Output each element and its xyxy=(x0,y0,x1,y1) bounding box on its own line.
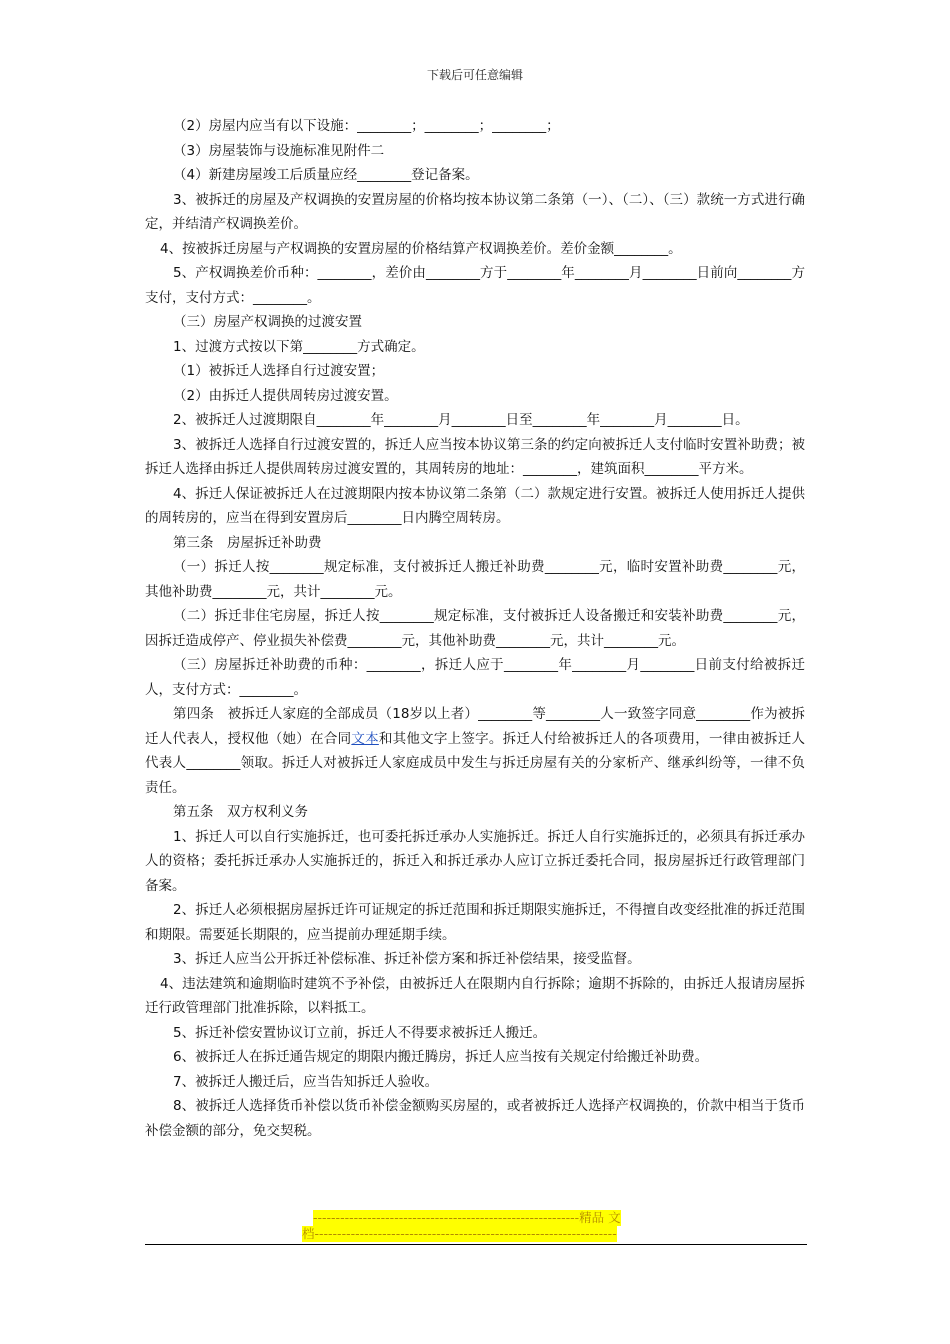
paragraph-quality-registration: （4）新建房屋竣工后质量应经________登记备案。 xyxy=(173,167,479,183)
footer-rule xyxy=(145,1244,807,1245)
article-four-text-before: 第四条 被拆迁人家庭的全部成员（18岁以上者）________等________人一致签字同意________作为被拆迁人代表人，授权他（她）在合同 xyxy=(145,706,805,747)
article-four-paragraph xyxy=(145,702,805,800)
contract-text-link[interactable]: 文本 xyxy=(351,730,379,747)
article-five-title: 第五条 双方权利义务 xyxy=(173,804,308,820)
paragraph-transition-period: 2、被拆迁人过渡期限自________年________月________日至________年________月________日。 xyxy=(173,412,749,428)
paragraph-settlement-guarantee: 4、拆迁人保证被拆迁人在过渡期限内按本协议第二条第（二）款规定进行安置。被拆迁人使用拆迁人提供的周转房的，应当在得到安置房后________日内腾空周转房。 xyxy=(145,485,805,526)
paragraph-relocation-subsidy: （一）拆迁人按________规定标准，支付被拆迁人搬迁补助费________元，临时安置补助费________元，其他补助费________元，共计________元。 xyxy=(145,559,805,600)
paragraph-transition-method: 1、过渡方式按以下第________方式确定。 xyxy=(173,338,425,355)
section-transition-settlement: （三）房屋产权调换的过渡安置 xyxy=(173,314,362,330)
paragraph-duty-6: 6、被拆迁人在拆迁通告规定的期限内搬迁腾房，拆迁人应当按有关规定付给搬迁补助费。 xyxy=(173,1049,709,1065)
footer-highlight-line-2: 档------------------------------------------------------------------- xyxy=(302,1226,617,1241)
paragraph-subsidy-currency: （三）房屋拆迁补助费的币种：________，拆迁人应于________年________月________日前支付给被拆迁人，支付方式：________。 xyxy=(145,657,805,698)
footer-highlight-line-1: -----------------------------------------------------------精品 文 xyxy=(313,1210,621,1225)
paragraph-duty-7: 7、被拆迁人搬迁后，应当告知拆迁人验收。 xyxy=(173,1073,439,1090)
page-header: 下载后可任意编辑 xyxy=(426,68,523,82)
article-four-text-after: 和其他文字上签字。拆迁人付给被拆迁人的各项费用，一律由被拆迁人代表人________领取。拆迁人对被拆迁人家庭成员中发生与拆迁房屋有关的分家析产、继承纠纷等，一律不负责任。 xyxy=(145,730,806,796)
article-three-title: 第三条 房屋拆迁补助费 xyxy=(173,534,322,551)
paragraph-difference-currency: 5、产权调换差价币种：________，差价由________方于________年________月________日前向________方支付，支付方式：________。 xyxy=(145,265,805,306)
paragraph-duty-8: 8、被拆迁人选择货币补偿以货币补偿金额购买房屋的，或者被拆迁人选择产权调换的，价款中相当于货币补偿金额的部分，免交契税。 xyxy=(145,1098,805,1139)
paragraph-option-turnover: （2）由拆迁人提供周转房过渡安置。 xyxy=(173,387,398,404)
paragraph-decoration-standard: （3）房屋装饰与设施标准见附件二 xyxy=(173,142,385,159)
paragraph-duty-2: 2、拆迁人必须根据房屋拆迁许可证规定的拆迁范围和拆迁期限实施拆迁，不得擅自改变经批准的拆迁范围和期限。需要延长期限的，应当提前办理延期手续。 xyxy=(145,902,805,943)
paragraph-duty-4: 4、违法建筑和逾期临时建筑不予补偿，由被拆迁人在限期内自行拆除；逾期不拆除的，由拆迁人报请房屋拆迁行政管理部门批准拆除，以料抵工。 xyxy=(145,975,805,1016)
paragraph-facilities: （2）房屋内应当有以下设施：________；________；________； xyxy=(173,118,560,134)
document-body xyxy=(145,114,805,1143)
paragraph-non-residential-subsidy: （二）拆迁非住宅房屋，拆迁人按________规定标准，支付被拆迁人设备搬迁和安装补助费________元，因拆迁造成停产、停业损失补偿费________元，其他补助费________元，共计________元。 xyxy=(145,608,805,649)
paragraph-price-determination: 3、被拆迁的房屋及产权调换的安置房屋的价格均按本协议第二条第（一）、（二）、（三）款统一方式进行确定，并结清产权调换差价。 xyxy=(145,191,805,232)
paragraph-temporary-subsidy: 3、被拆迁人选择自行过渡安置的，拆迁人应当按本协议第三条的约定向被拆迁人支付临时安置补助费；被拆迁人选择由拆迁人提供周转房过渡安置的，其周转房的地址：________，建筑面积________平方米。 xyxy=(145,436,805,477)
paragraph-duty-1: 1、拆迁人可以自行实施拆迁，也可委托拆迁承办人实施拆迁。拆迁人自行实施拆迁的，必须具有拆迁承办人的资格；委托拆迁承办人实施拆迁的，拆迁入和拆迁承办人应订立拆迁委托合同，报房屋拆迁行政管理部门备案。 xyxy=(145,828,805,894)
paragraph-price-difference: 4、按被拆迁房屋与产权调换的安置房屋的价格结算产权调换差价。差价金额________。 xyxy=(160,240,682,257)
paragraph-option-self: （1）被拆迁人选择自行过渡安置； xyxy=(173,363,385,379)
page-footer xyxy=(145,1210,807,1246)
paragraph-duty-3: 3、拆迁人应当公开拆迁补偿标准、拆迁补偿方案和拆迁补偿结果，接受监督。 xyxy=(173,951,641,967)
paragraph-duty-5: 5、拆迁补偿安置协议订立前，拆迁人不得要求被拆迁人搬迁。 xyxy=(173,1024,547,1041)
